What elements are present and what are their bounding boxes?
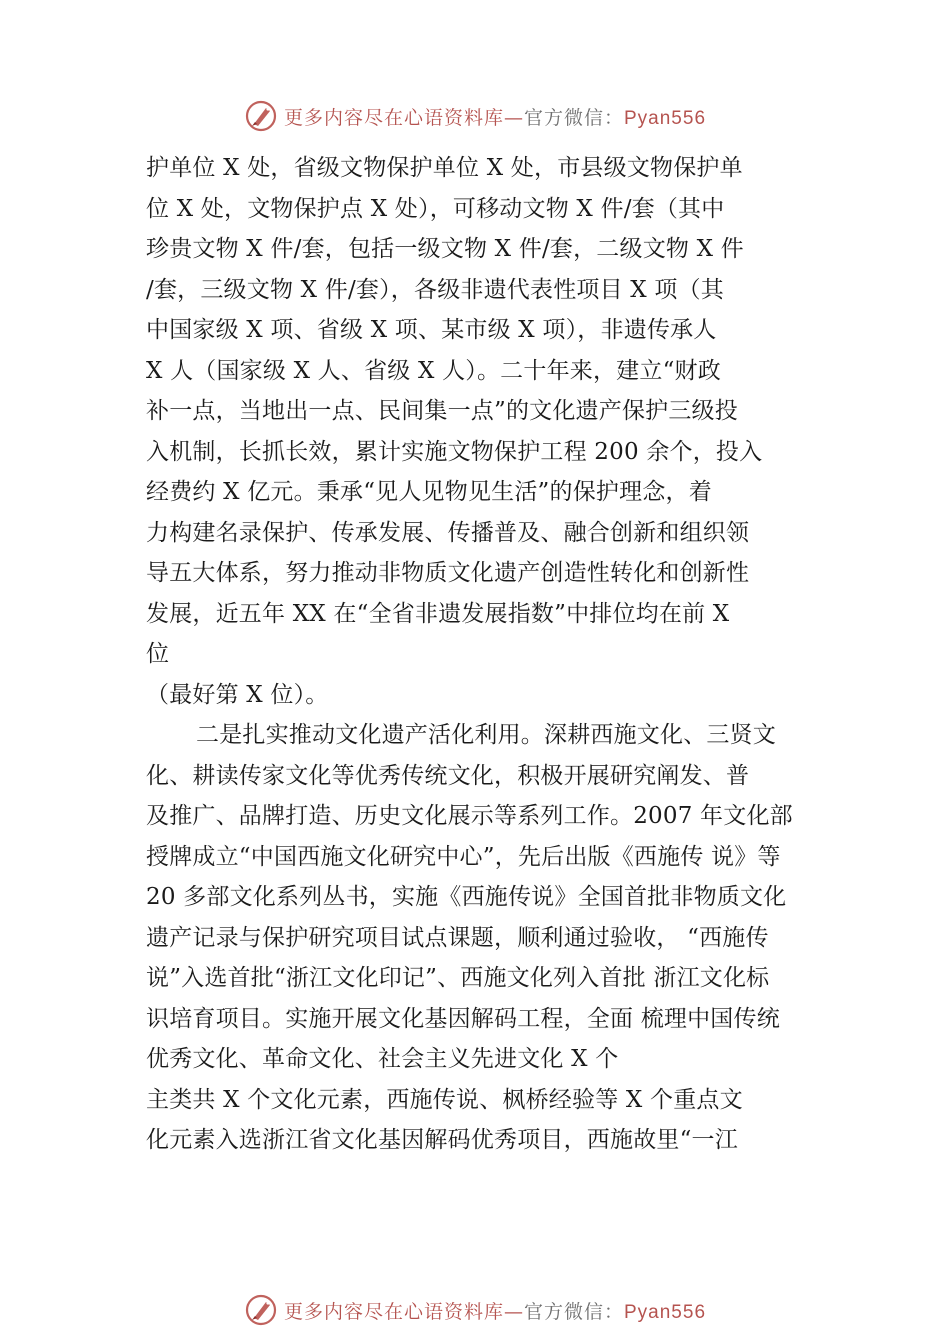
text-line: 位 X 处，文物保护点 X 处），可移动文物 X 件/套（其中 — [146, 195, 725, 222]
pen-nib-logo-icon — [244, 1293, 278, 1327]
text-line: 主类共 X 个文化元素，西施传说、枫桥经验等 X 个重点文 — [146, 1086, 743, 1113]
watermark-wechat-id: Pyan556 — [624, 107, 707, 129]
text-line: 中国家级 X 项、省级 X 项、某市级 X 项），非遗传承人 — [146, 317, 717, 343]
watermark-wechat-label: 官方微信： — [523, 106, 624, 129]
watermark-separator: — — [503, 1300, 524, 1323]
text-line: 化元素入选浙江省文化基因解码优秀项目，西施故里“一江 — [146, 1127, 738, 1153]
text-line: 护单位 X 处，省级文物保护单位 X 处，市县级文物保护单 — [146, 155, 743, 181]
watermark-wechat-id: Pyan556 — [624, 1301, 707, 1323]
watermark-text — [284, 1297, 706, 1324]
watermark-separator: — — [503, 106, 524, 129]
text-line: 及推广、品牌打造、历史文化展示等系列工作。2007 年文化部 — [146, 803, 793, 829]
watermark-site-text: 更多内容尽在心语资料库 — [283, 106, 504, 129]
text-line: 经费约 X 亿元。秉承“见人见物见生活”的保护理念，着 — [146, 479, 712, 505]
text-line: 说”入选首批“浙江文化印记”、西施文化列入首批 浙江文化标 — [146, 965, 770, 991]
text-line: 20 多部文化系列丛书，实施《西施传说》全国首批非物质文化 — [146, 884, 787, 910]
watermark-text — [284, 103, 706, 130]
text-line: 识培育项目。实施开展文化基因解码工程，全面 梳理中国传统 — [146, 1005, 780, 1032]
text-line: X 人（国家级 X 人、省级 X 人）。二十年来，建立“财政 — [146, 357, 721, 384]
text-line: 导五大体系，努力推动非物质文化遗产创造性转化和创新性 — [146, 560, 750, 586]
footer-watermark — [0, 1290, 950, 1330]
header-watermark — [0, 96, 950, 136]
text-line: 遗产记录与保护研究项目试点课题，顺利通过验收， “西施传 — [146, 924, 769, 951]
paragraph-start-line: 二是扎实推动文化遗产活化利用。深耕西施文化、三贤文 — [196, 722, 776, 748]
watermark-site-text: 更多内容尽在心语资料库 — [283, 1300, 504, 1323]
text-line: 珍贵文物 X 件/套，包括一级文物 X 件/套，二级文物 X 件 — [146, 236, 744, 262]
text-line: 力构建名录保护、传承发展、传播普及、融合创新和组织领 — [146, 519, 750, 546]
text-line: 优秀文化、革命文化、社会主义先进文化 X 个 — [146, 1046, 619, 1072]
pen-nib-logo-icon — [244, 99, 278, 133]
text-line: 授牌成立“中国西施文化研究中心”，先后出版《西施传 说》等 — [146, 843, 781, 870]
text-line: /套，三级文物 X 件/套），各级非遗代表性项目 X 项（其 — [146, 276, 724, 303]
text-line: 位 — [146, 641, 170, 667]
watermark-wechat-label: 官方微信： — [523, 1300, 624, 1323]
document-body — [146, 148, 846, 1161]
text-line: （最好第 X 位）。 — [146, 681, 329, 708]
text-line: 补一点，当地出一点、民间集一点”的文化遗产保护三级投 — [146, 398, 738, 424]
text-line: 发展，近五年 XX 在“全省非遗发展指数”中排位均在前 X — [146, 600, 730, 627]
text-line: 化、耕读传家文化等优秀传统文化，积极开展研究阐发、普 — [146, 762, 750, 789]
text-line: 入机制，长抓长效，累计实施文物保护工程 200 余个，投入 — [146, 438, 763, 465]
